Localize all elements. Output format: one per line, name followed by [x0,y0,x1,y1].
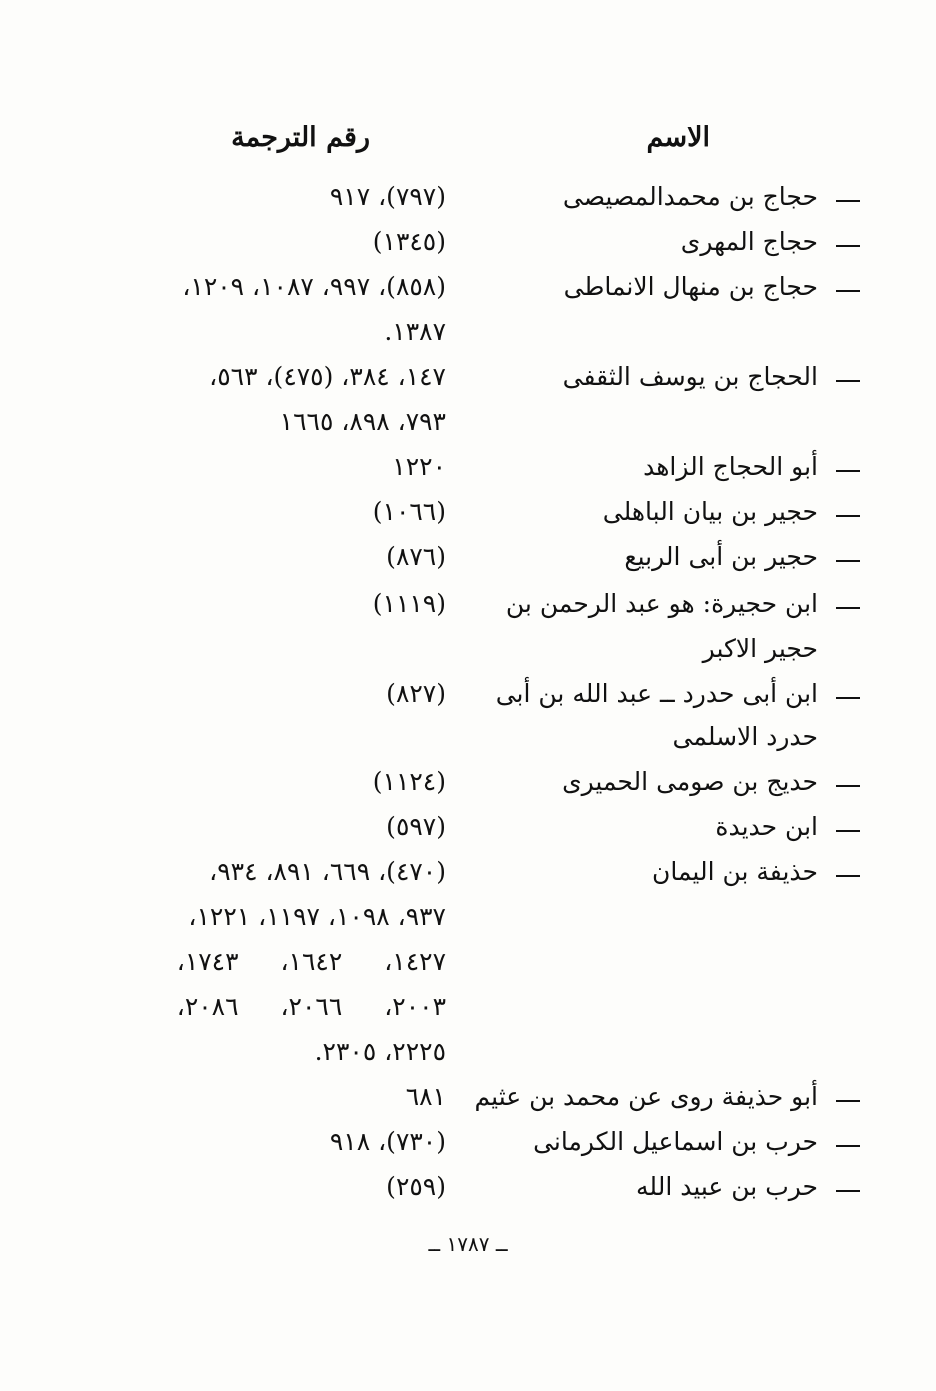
entry-name: حذيفة بن اليمان [651,857,818,886]
entry-name: حرب بن عبيد الله [636,1172,818,1201]
entry-refs: (٥٩٧) [386,812,446,841]
entry-dash [836,380,860,382]
entry-refs: (٢٥٩) [386,1172,446,1201]
index-entry [0,761,936,807]
entry-refs: (١١١٩) [372,589,446,618]
entry-dash [836,830,860,832]
column-header-name: الاسم [646,122,710,153]
entry-refs: (٨٥٨)، ٩٩٧، ١٠٨٧، ١٢٠٩، [182,272,446,301]
entry-refs: ١٢٢٠ [392,452,446,481]
entry-refs: ١٤٧، ٣٨٤، (٤٧٥)، ٥٦٣، [209,362,446,391]
index-entry-continuation [0,401,936,447]
entry-name: حجاج بن منهال الانماطى [563,272,818,301]
index-entry-continuation [0,311,936,357]
entry-dash [836,785,860,787]
entry-dash [836,1190,860,1192]
index-entry [0,536,936,582]
index-entry [0,356,936,402]
entry-refs: ٧٩٣، ٨٩٨، ١٦٦٥ [279,407,446,436]
entry-refs: ١٤٢٧، ١٦٤٢، ١٧٤٣، [176,947,446,976]
entry-refs: ٢٢٢٥، ٢٣٠٥. [314,1037,446,1066]
entry-name: حجاج المهرى [680,227,818,256]
entry-refs: (١٣٤٥) [372,227,446,256]
entry-dash [836,290,860,292]
index-entry [0,1166,936,1212]
entry-refs: (٨٧٦) [386,542,446,571]
entry-name: حجاج بن محمدالمصيصى [562,182,818,211]
entry-name: حجير الاكبر [702,634,818,663]
entry-name: ابن حديدة [715,812,818,841]
entry-name: حدرد الاسلمى [672,722,818,751]
index-entry-continuation [0,628,936,674]
entry-name: أبو حذيفة روى عن محمد بن عثيم [474,1082,818,1111]
index-entry [0,1076,936,1122]
entry-dash [836,200,860,202]
index-entry [0,851,936,897]
index-entry-continuation [0,941,936,987]
entry-dash [836,697,860,699]
entry-dash [836,1145,860,1147]
entry-dash [836,560,860,562]
entry-refs: ٦٨١ [405,1082,446,1111]
entry-dash [836,607,860,609]
entry-refs: ٩٣٧، ١٠٩٨، ١١٩٧، ١٢٢١، [188,902,446,931]
page-number: ــ ١٧٨٧ ــ [428,1232,508,1256]
entry-name: ابن حجيرة: هو عبد الرحمن بن [505,589,818,618]
index-entry [0,491,936,537]
index-entry [0,806,936,852]
entry-name: حرب بن اسماعيل الكرمانى [533,1127,818,1156]
index-entry [0,583,936,629]
entry-name: حجير بن أبى الربيع [624,542,818,571]
entry-name: حديج بن صومى الحميرى [562,767,818,796]
entry-refs: (٨٢٧) [386,679,446,708]
index-entry [0,1121,936,1167]
entry-dash [836,470,860,472]
entry-refs: ٢٠٠٣، ٢٠٦٦، ٢٠٨٦، [176,992,446,1021]
index-entry-continuation [0,896,936,942]
index-entry [0,446,936,492]
entry-refs: ١٣٨٧. [384,317,446,346]
entry-dash [836,875,860,877]
entry-dash [836,1100,860,1102]
column-header-number: رقم الترجمة [231,122,370,153]
entry-name: الحجاج بن يوسف الثقفى [562,362,818,391]
index-entry [0,176,936,222]
index-entry-continuation [0,1031,936,1077]
entry-refs: (٧٩٧)، ٩١٧ [329,182,446,211]
entry-refs: (٤٧٠)، ٦٦٩، ٨٩١، ٩٣٤، [209,857,446,886]
index-entry [0,221,936,267]
entry-name: ابن أبى حدرد ــ عبد الله بن أبى [495,679,818,708]
index-entry [0,673,936,719]
entry-dash [836,515,860,517]
index-entry-continuation [0,716,936,762]
index-entry-continuation [0,986,936,1032]
entry-dash [836,245,860,247]
entry-refs: (١١٢٤) [372,767,446,796]
entry-refs: (٧٣٠)، ٩١٨ [329,1127,446,1156]
entry-refs: (١٠٦٦) [372,497,446,526]
entry-name: أبو الحجاج الزاهد [643,452,818,481]
index-entry [0,266,936,312]
entry-name: حجير بن بيان الباهلى [602,497,818,526]
